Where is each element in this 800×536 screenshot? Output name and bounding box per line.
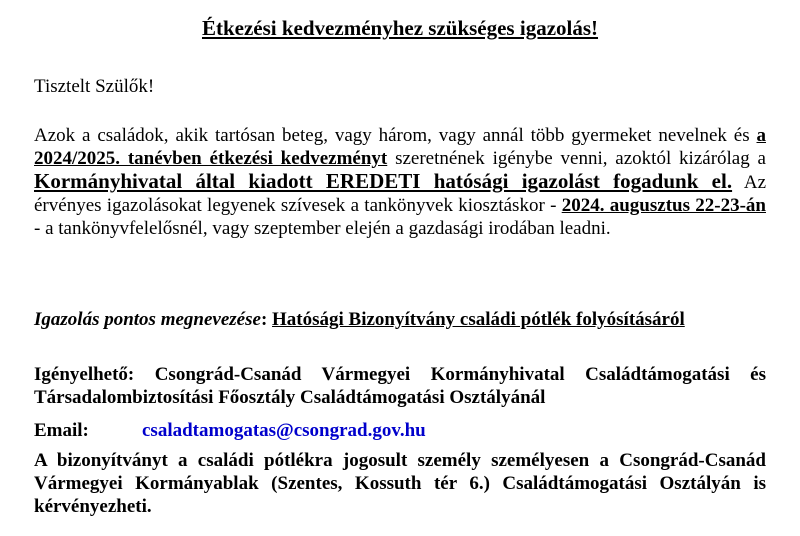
paragraph-text-2: szeretnének igénybe venni, azoktól kizárólag a (387, 148, 766, 169)
email-link[interactable]: csaladtamogatas@csongrad.gov.hu (142, 420, 426, 441)
certificate-name-value: Hatósági Bizonyítvány családi pótlék folyósításáról (272, 309, 685, 330)
paragraph-text-1: Azok a családok, akik tartósan beteg, vagy három, vagy annál több gyermeket nevelnek és (34, 125, 757, 146)
available-at-text: Igényelhető: Csongrád-Csanád Vármegyei Kormányhivatal Családtámogatási és Társadalombiztosítási Főosztály Családtámogatási Osztályánál (34, 364, 766, 408)
certificate-name-line (34, 309, 685, 331)
email-label: Email: (34, 420, 89, 441)
main-paragraph (34, 124, 766, 240)
email-line (34, 420, 426, 442)
date-emphasis: 2024. augusztus 22-23-án (561, 195, 766, 216)
school-year-emphasis: a 2024/2025. tanévben étkezési kedvezményt (34, 125, 766, 169)
final-note: A bizonyítványt a családi pótlékra jogosult személy személyesen a Csongrád-Csanád Vármegyei Kormányablak (Szentes, Kossuth tér 6.) Családtámogatási Osztályán is kérvényezheti. (34, 450, 766, 517)
paragraph-text-4: - a tankönyvfelelősnél, vagy szeptember elején a gazdasági irodában leadni. (34, 218, 611, 239)
paragraph-text-3: Az érvényes igazolásokat legyenek szívesek a tankönyvek kiosztáskor - (34, 172, 766, 216)
certificate-name-label: Igazolás pontos megnevezése (34, 309, 261, 330)
document-title: Étkezési kedvezményhez szükséges igazolás! (201, 16, 599, 40)
greeting: Tisztelt Szülők! (34, 76, 155, 97)
original-certificate-emphasis: Kormányhivatal által kiadott EREDETI hatósági igazolást fogadunk el. (34, 169, 733, 193)
certificate-name-separator: : (260, 309, 273, 330)
